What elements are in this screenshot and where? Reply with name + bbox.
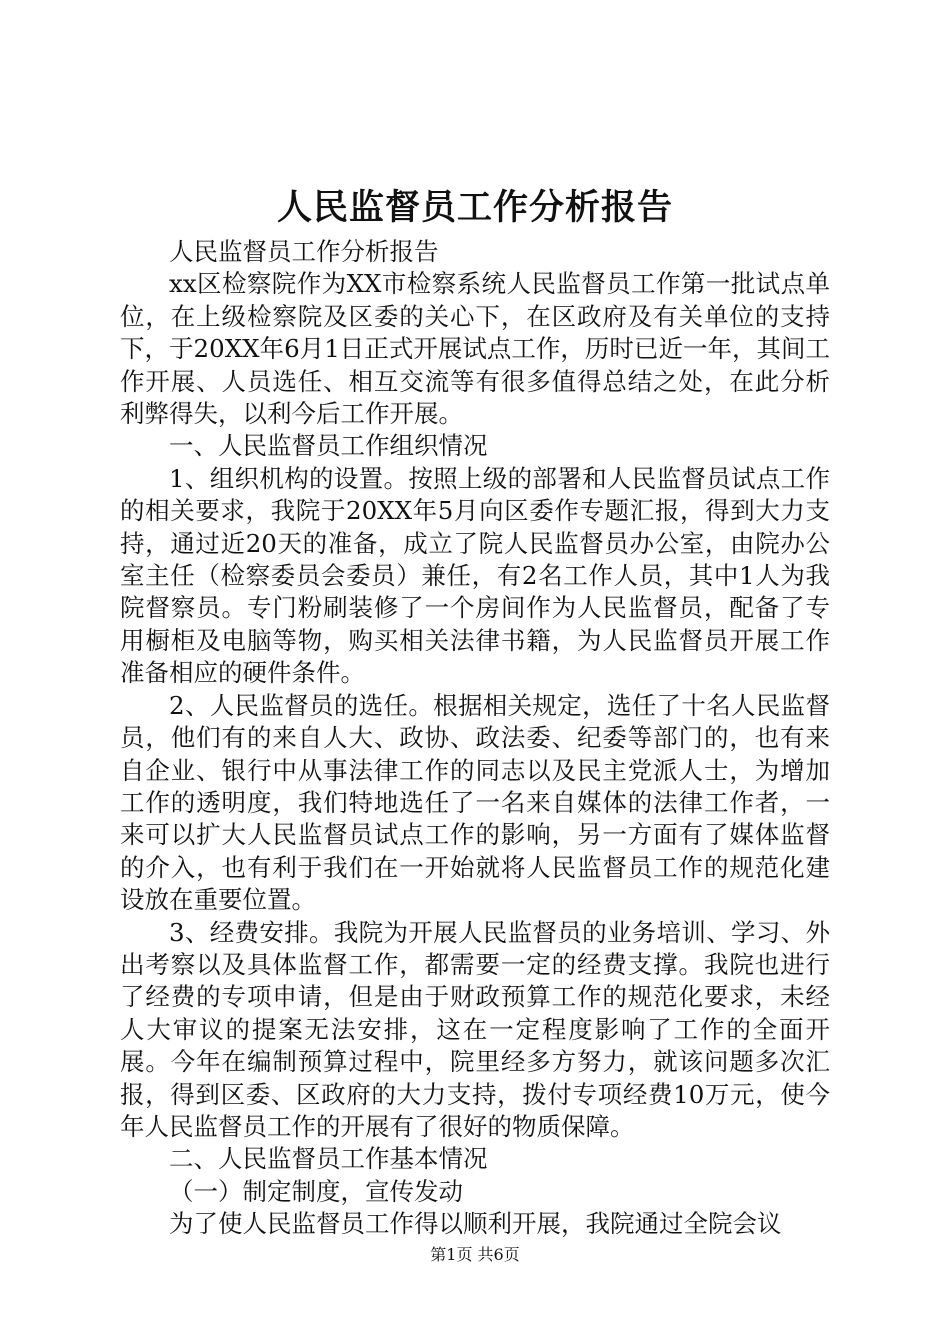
subsection-heading-1: （一）制定制度，宣传发动 — [169, 1176, 463, 1206]
document-body — [120, 236, 830, 1241]
paragraph-funding: 3、经费安排。我院为开展人民监督员的业务培训、学习、外出考察以及具体监督工作，都需要一定的经费支撑。我院也进行了经费的专项申请，但是由于财政预算工作的规范化要求，未经人大审议的提案无法安排，这在一定程度影响了工作的全面开展。今年在编制预算过程中，院里经多方努力，就该问题多次汇报，得到区委、区政府的大力支持，拨付专项经费10万元，使今年人民监督员工作的开展有了很好的物质保障。 — [120, 917, 830, 1141]
page-footer: 第1页 共6页 — [430, 1245, 520, 1264]
paragraph-selection: 2、人民监督员的选任。根据相关规定，选任了十名人民监督员，他们有的来自人大、政协、政法委、纪委等部门的，也有来自企业、银行中从事法律工作的同志以及民主党派人士，为增加工作的透明度，我们特地选任了一名来自媒体的法律工作者，一来可以扩大人民监督员试点工作的影响，另一方面有了媒体监督的介入，也有利于我们在一开始就将人民监督员工作的规范化建设放在重要位置。 — [120, 690, 830, 915]
paragraph-continued: 为了使人民监督员工作得以顺利开展，我院通过全院会议 — [169, 1209, 782, 1239]
section-heading-1: 一、人民监督员工作组织情况 — [169, 431, 488, 461]
document-title: 人民监督员工作分析报告 — [276, 188, 673, 228]
section-heading-2: 二、人民监督员工作基本情况 — [169, 1144, 488, 1174]
paragraph-organization: 1、组织机构的设置。按照上级的部署和人民监督员试点工作的相关要求，我院于20XX年5月向区委作专题汇报，得到大力支持，通过近20天的准备，成立了院人民监督员办公室，由院办公室主任（检察委员会委员）兼任，有2名工作人员，其中1人为我院督察员。专门粉刷装修了一个房间作为人民监督员，配备了专用橱柜及电脑等物，购买相关法律书籍，为人民监督员开展工作准备相应的硬件条件。 — [120, 463, 830, 688]
paragraph-intro: xx区检察院作为XX市检察系统人民监督员工作第一批试点单位，在上级检察院及区委的关心下，在区政府及有关单位的支持下，于20XX年6月1日正式开展试点工作，历时已近一年，其间工作开展、人员选任、相互交流等有很多值得总结之处，在此分析利弊得失，以利今后工作开展。 — [120, 269, 830, 429]
paragraph-subtitle: 人民监督员工作分析报告 — [169, 237, 439, 266]
